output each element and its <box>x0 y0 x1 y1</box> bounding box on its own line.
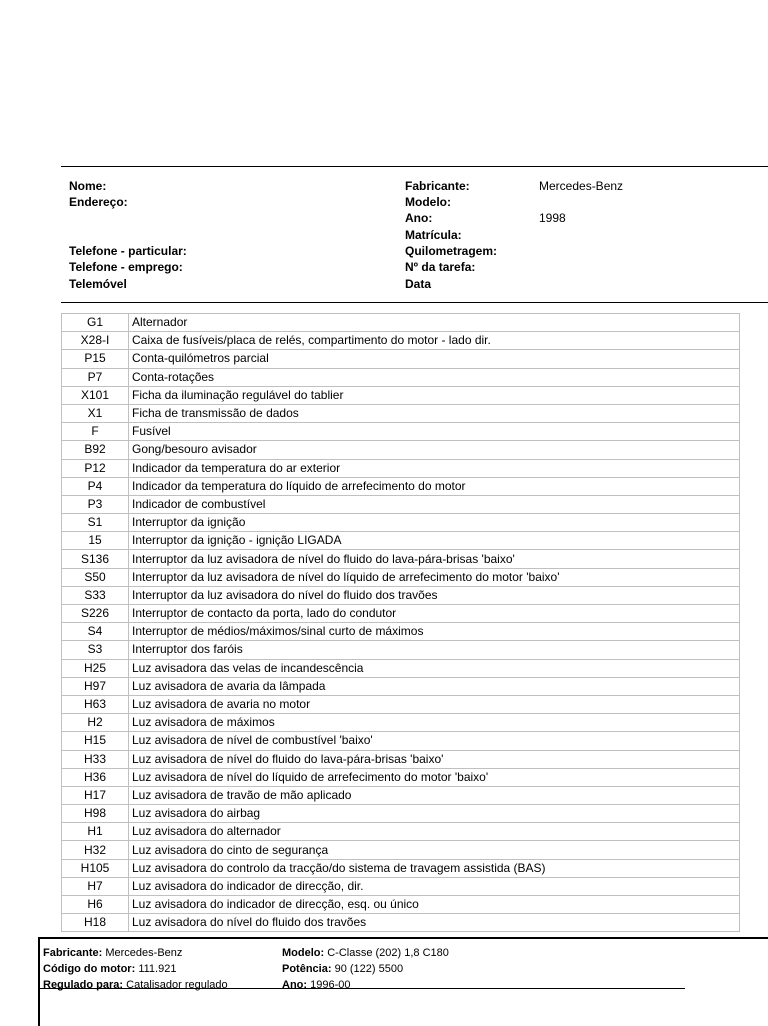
label-quilometragem: Quilometragem: <box>405 244 498 258</box>
part-description: Luz avisadora do alternador <box>129 823 740 841</box>
part-code: H63 <box>62 695 129 713</box>
footer-potencia <box>282 962 403 976</box>
part-description: Interruptor de contacto da porta, lado do condutor <box>129 605 740 623</box>
table-row <box>62 441 740 459</box>
part-description: Luz avisadora de nível do líquido de arrefecimento do motor 'baixo' <box>129 768 740 786</box>
part-code: S50 <box>62 568 129 586</box>
part-code: H33 <box>62 750 129 768</box>
table-row <box>62 477 740 495</box>
parts-table-body <box>62 314 740 932</box>
footer-ano-label: Ano: <box>282 979 308 991</box>
table-row <box>62 314 740 332</box>
part-code: H2 <box>62 714 129 732</box>
table-row <box>62 404 740 422</box>
table-row <box>62 677 740 695</box>
part-description: Luz avisadora do airbag <box>129 805 740 823</box>
footer-ano-value: 1996-00 <box>310 979 351 991</box>
part-code: H17 <box>62 786 129 804</box>
footer-potencia-label: Potência: <box>282 963 332 975</box>
part-description: Indicador da temperatura do líquido de arrefecimento do motor <box>129 477 740 495</box>
footer-rule <box>40 988 685 989</box>
table-row <box>62 859 740 877</box>
footer-modelo <box>282 946 449 960</box>
value-ano: 1998 <box>539 211 566 225</box>
table-row <box>62 350 740 368</box>
part-description: Ficha de transmissão de dados <box>129 404 740 422</box>
label-endereco: Endereço: <box>69 195 128 209</box>
label-matricula: Matrícula: <box>405 228 462 242</box>
part-description: Luz avisadora do controlo da tracção/do sistema de travagem assistida (BAS) <box>129 859 740 877</box>
part-code: H18 <box>62 914 129 932</box>
part-description: Luz avisadora de nível de combustível 'baixo' <box>129 732 740 750</box>
label-telefone-particular: Telefone - particular: <box>69 244 187 258</box>
value-fabricante: Mercedes-Benz <box>539 179 624 193</box>
part-code: P7 <box>62 368 129 386</box>
table-row <box>62 532 740 550</box>
part-code: H32 <box>62 841 129 859</box>
part-description: Luz avisadora das velas de incandescência <box>129 659 740 677</box>
part-code: 15 <box>62 532 129 550</box>
table-row <box>62 659 740 677</box>
table-row <box>62 714 740 732</box>
part-description: Luz avisadora do cinto de segurança <box>129 841 740 859</box>
part-code: G1 <box>62 314 129 332</box>
part-code: X28-I <box>62 332 129 350</box>
part-code: X1 <box>62 404 129 422</box>
part-description: Gong/besouro avisador <box>129 441 740 459</box>
part-description: Luz avisadora do nível do fluido dos travões <box>129 914 740 932</box>
footer-regulado <box>43 978 228 992</box>
table-row <box>62 896 740 914</box>
footer-fabricante <box>43 946 182 960</box>
table-row <box>62 586 740 604</box>
table-row <box>62 332 740 350</box>
part-code: B92 <box>62 441 129 459</box>
table-row <box>62 641 740 659</box>
part-code: H97 <box>62 677 129 695</box>
header-bottom-rule <box>61 302 768 303</box>
part-description: Luz avisadora do indicador de direcção, dir. <box>129 877 740 895</box>
part-description: Alternador <box>129 314 740 332</box>
part-code: P15 <box>62 350 129 368</box>
table-row <box>62 695 740 713</box>
part-description: Interruptor da luz avisadora de nível do líquido de arrefecimento do motor 'baixo' <box>129 568 740 586</box>
part-description: Interruptor da luz avisadora de nível do fluido do lava-pára-brisas 'baixo' <box>129 550 740 568</box>
part-description: Conta-rotações <box>129 368 740 386</box>
part-description: Luz avisadora de nível do fluido do lava-pára-brisas 'baixo' <box>129 750 740 768</box>
table-row <box>62 877 740 895</box>
part-code: H1 <box>62 823 129 841</box>
part-code: H98 <box>62 805 129 823</box>
part-description: Interruptor da luz avisadora do nível do fluido dos travões <box>129 586 740 604</box>
label-nome: Nome: <box>69 179 107 193</box>
part-code: S1 <box>62 514 129 532</box>
part-description: Conta-quilómetros parcial <box>129 350 740 368</box>
table-row <box>62 550 740 568</box>
table-row <box>62 623 740 641</box>
table-row <box>62 750 740 768</box>
part-description: Luz avisadora de máximos <box>129 714 740 732</box>
part-description: Interruptor dos faróis <box>129 641 740 659</box>
part-code: P3 <box>62 495 129 513</box>
table-row <box>62 368 740 386</box>
table-row <box>62 841 740 859</box>
footer-codigo-value: 111.921 <box>138 963 177 975</box>
table-row <box>62 732 740 750</box>
table-row <box>62 568 740 586</box>
part-description: Indicador de combustível <box>129 495 740 513</box>
table-row <box>62 786 740 804</box>
part-code: S3 <box>62 641 129 659</box>
part-code: S4 <box>62 623 129 641</box>
part-description: Caixa de fusíveis/placa de relés, compartimento do motor - lado dir. <box>129 332 740 350</box>
footer-codigo-label: Código do motor: <box>43 963 136 975</box>
part-code: H7 <box>62 877 129 895</box>
footer-modelo-value: C-Classe (202) 1,8 C180 <box>327 947 449 959</box>
table-row <box>62 514 740 532</box>
part-description: Luz avisadora de avaria no motor <box>129 695 740 713</box>
part-description: Indicador da temperatura do ar exterior <box>129 459 740 477</box>
part-code: H6 <box>62 896 129 914</box>
label-numero-tarefa: Nº da tarefa: <box>405 260 476 274</box>
part-description: Luz avisadora de travão de mão aplicado <box>129 786 740 804</box>
part-description: Fusível <box>129 423 740 441</box>
label-modelo: Modelo: <box>405 195 451 209</box>
footer-potencia-value: 90 (122) 5500 <box>334 963 404 975</box>
header-top-rule <box>61 166 768 167</box>
table-row <box>62 914 740 932</box>
part-code: S136 <box>62 550 129 568</box>
part-description: Luz avisadora do indicador de direcção, esq. ou único <box>129 896 740 914</box>
footer-codigo-motor <box>43 962 176 976</box>
part-description: Interruptor da ignição <box>129 514 740 532</box>
label-telefone-emprego: Telefone - emprego: <box>69 260 183 274</box>
part-code: H15 <box>62 732 129 750</box>
part-code: S226 <box>62 605 129 623</box>
footer-fabricante-label: Fabricante: <box>43 947 103 959</box>
label-fabricante: Fabricante: <box>405 179 470 193</box>
footer-box <box>38 937 768 1026</box>
part-code: X101 <box>62 386 129 404</box>
table-row <box>62 459 740 477</box>
table-row <box>62 805 740 823</box>
table-row <box>62 423 740 441</box>
table-row <box>62 823 740 841</box>
label-data: Data <box>405 277 432 291</box>
label-ano: Ano: <box>405 211 433 225</box>
part-code: P12 <box>62 459 129 477</box>
table-row <box>62 386 740 404</box>
part-code: H105 <box>62 859 129 877</box>
part-description: Interruptor da ignição - ignição LIGADA <box>129 532 740 550</box>
part-description: Interruptor de médios/máximos/sinal curto de máximos <box>129 623 740 641</box>
part-description: Luz avisadora de avaria da lâmpada <box>129 677 740 695</box>
part-code: H25 <box>62 659 129 677</box>
label-telemovel: Telemóvel <box>69 277 127 291</box>
table-row <box>62 605 740 623</box>
footer-regulado-value: Catalisador regulado <box>126 979 228 991</box>
parts-table <box>61 313 740 932</box>
table-row <box>62 495 740 513</box>
part-code: P4 <box>62 477 129 495</box>
footer-modelo-label: Modelo: <box>282 947 325 959</box>
footer-regulado-label: Regulado para: <box>43 979 124 991</box>
part-description: Ficha da iluminação regulável do tablier <box>129 386 740 404</box>
part-code: S33 <box>62 586 129 604</box>
table-row <box>62 768 740 786</box>
footer-fabricante-value: Mercedes-Benz <box>105 947 183 959</box>
part-code: F <box>62 423 129 441</box>
footer-ano <box>282 978 350 992</box>
part-code: H36 <box>62 768 129 786</box>
